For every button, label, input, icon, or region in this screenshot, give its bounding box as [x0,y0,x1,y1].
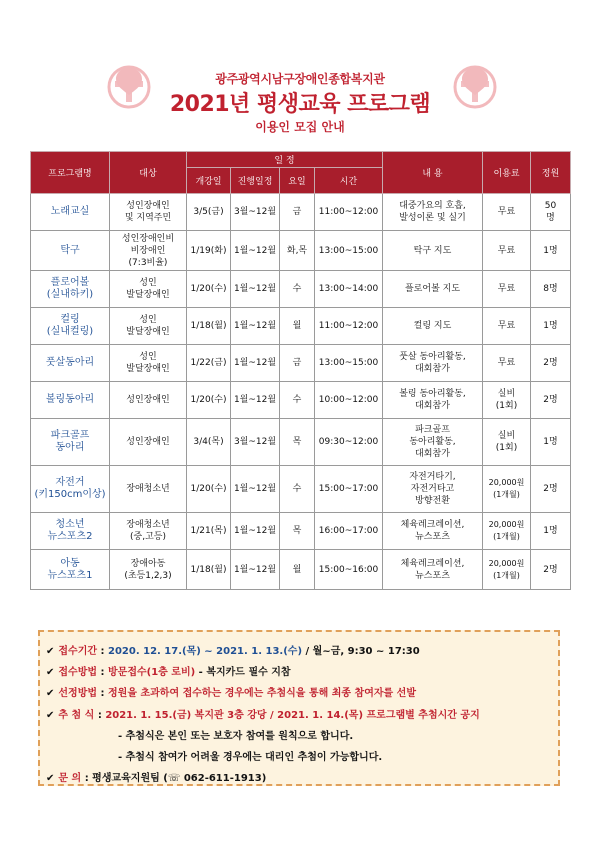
cell-time: 11:00~12:00 [315,308,383,345]
cell-content: 대중가요의 호흡, 발성이론 및 실기 [383,194,483,231]
cell-time: 09:30~12:00 [315,419,383,466]
cell-day: 금 [280,345,315,382]
cell-day: 금 [280,194,315,231]
cell-content: 체육레크레이션, 뉴스포츠 [383,550,483,590]
cell-time: 10:00~12:00 [315,382,383,419]
cell-target: 장애청소년 (중,고등) [110,513,187,550]
cell-start: 1/20(수) [187,271,231,308]
cell-content: 탁구 지도 [383,231,483,271]
organization-name: 광주광역시남구장애인종합복지관 [215,72,385,86]
cell-start: 3/4(목) [187,419,231,466]
notice-contact [46,769,266,784]
lottery-label: 추 첨 식 [58,710,95,721]
cell-start: 1/19(화) [187,231,231,271]
cell-target: 성인장애인 및 지역주민 [110,194,187,231]
cell-target: 성인장애인비 비장애인 (7:3비율) [110,231,187,271]
method-sep: : [100,667,105,678]
cell-time: 16:00~17:00 [315,513,383,550]
cell-fee: 무료 [483,231,531,271]
cell-time: 15:00~17:00 [315,466,383,513]
cell-fee: 무료 [483,194,531,231]
cell-period: 3월~12월 [231,419,280,466]
method-rest: - 복지카드 필수 지참 [195,667,291,678]
cell-capacity: 1명 [531,231,571,271]
table-row [31,550,571,590]
reception-sep: : [100,646,105,657]
cell-fee: 20,000원 (1개월) [483,466,531,513]
cell-period: 1월~12월 [231,466,280,513]
selection-label: 선정방법 [58,688,98,699]
check-icon: ✔ [46,773,55,784]
cell-program: 탁구 [31,231,110,271]
cell-program: 청소년 뉴스포츠2 [31,513,110,550]
table-row [31,308,571,345]
lottery-sep: : [97,710,102,721]
cell-capacity: 2명 [531,345,571,382]
cell-capacity: 2명 [531,382,571,419]
cell-start: 1/22(금) [187,345,231,382]
cell-program: 노래교실 [31,194,110,231]
program-table [30,151,571,590]
lottery-note-1: - 추첨식은 본인 또는 보호자 참여를 원칙으로 합니다. [118,731,354,742]
cell-time: 13:00~15:00 [315,231,383,271]
cell-period: 3월~12월 [231,194,280,231]
reception-label: 접수기간 [58,646,98,657]
table-row [31,271,571,308]
col-header-content: 내 용 [383,152,483,194]
cell-content: 풋살 동아리활동, 대회참가 [383,345,483,382]
table-row [31,231,571,271]
check-icon: ✔ [46,646,55,657]
lottery-note-2: - 추첨식 참여가 어려울 경우에는 대리인 추첨이 가능합니다. [118,752,383,763]
cell-fee: 실비 (1회) [483,382,531,419]
cell-period: 1월~12월 [231,231,280,271]
check-icon: ✔ [46,688,55,699]
cell-start: 1/18(월) [187,550,231,590]
cell-start: 1/18(월) [187,308,231,345]
cell-time: 15:00~16:00 [315,550,383,590]
cell-day: 목 [280,419,315,466]
lottery-value: 2021. 1. 15.(금) 복지관 3층 강당 / 2021. 1. 14.(목) 프로그램별 추첨시간 공지 [105,710,480,721]
cell-content: 컬링 지도 [383,308,483,345]
cell-time: 13:00~15:00 [315,345,383,382]
contact-label: 문 의 [58,773,82,784]
cell-fee: 실비 (1회) [483,419,531,466]
notice-method [46,663,291,678]
col-header-day: 요일 [280,168,315,194]
cell-content: 플로어볼 지도 [383,271,483,308]
cell-capacity: 2명 [531,466,571,513]
cell-period: 1월~12월 [231,308,280,345]
table-row [31,513,571,550]
page-title: 2021년 평생교육 프로그램 [169,92,431,117]
cell-target: 성인장애인 [110,382,187,419]
cell-day: 월 [280,550,315,590]
cell-program: 아동 뉴스포츠1 [31,550,110,590]
cell-target: 성인 발달장애인 [110,308,187,345]
cell-day: 수 [280,271,315,308]
col-header-target: 대상 [110,152,187,194]
cell-capacity: 1명 [531,308,571,345]
cell-fee: 20,000원 (1개월) [483,550,531,590]
cell-target: 성인 발달장애인 [110,345,187,382]
cell-program: 플로어볼 (실내하키) [31,271,110,308]
col-header-start: 개강일 [187,168,231,194]
cell-fee: 무료 [483,271,531,308]
cell-program: 파크골프 동아리 [31,419,110,466]
col-header-time: 시간 [315,168,383,194]
cell-day: 월 [280,308,315,345]
cell-capacity: 1명 [531,419,571,466]
col-header-period: 진행일정 [231,168,280,194]
cell-program: 자전거 (키150cm이상) [31,466,110,513]
contact-value: 평생교육지원팀 (☏ 062-611-1913) [92,773,267,784]
cell-day: 수 [280,382,315,419]
cell-capacity: 1명 [531,513,571,550]
method-value: 방문접수(1층 로비) [108,667,196,678]
table-row [31,419,571,466]
notice-box [38,630,560,786]
cell-target: 성인 발달장애인 [110,271,187,308]
cell-fee: 20,000원 (1개월) [483,513,531,550]
cell-content: 체육레크레이션, 뉴스포츠 [383,513,483,550]
cell-program: 컬링 (실내컬링) [31,308,110,345]
notice-selection [46,684,416,699]
reception-dates: 2020. 12. 17.(목) ~ 2021. 1. 13.(수) [108,646,303,657]
notice-reception [46,642,420,657]
cell-program: 볼링동아리 [31,382,110,419]
cell-capacity: 2명 [531,550,571,590]
col-group-schedule: 일 정 [187,152,383,168]
cell-start: 1/20(수) [187,382,231,419]
table-row [31,382,571,419]
cell-target: 장애아동 (초등1,2,3) [110,550,187,590]
cell-period: 1월~12월 [231,513,280,550]
check-icon: ✔ [46,710,55,721]
cell-fee: 무료 [483,345,531,382]
contact-sep: : [84,773,89,784]
cell-start: 3/5(금) [187,194,231,231]
cell-capacity: 50 명 [531,194,571,231]
notice-lottery [46,706,480,721]
table-row [31,194,571,231]
cell-day: 목 [280,513,315,550]
cell-program: 풋살동아리 [31,345,110,382]
cell-day: 수 [280,466,315,513]
cell-start: 1/21(목) [187,513,231,550]
col-header-capacity: 정원 [531,152,571,194]
page-subtitle: 이용인 모집 안내 [255,120,345,134]
cell-content: 볼링 동아리활동, 대회참가 [383,382,483,419]
cell-content: 자전거타기, 자전거타고 방향전환 [383,466,483,513]
cell-time: 13:00~14:00 [315,271,383,308]
cell-fee: 무료 [483,308,531,345]
cell-day: 화,목 [280,231,315,271]
cell-period: 1월~12월 [231,271,280,308]
cell-content: 파크골프 동아리활동, 대회참가 [383,419,483,466]
col-header-program: 프로그램명 [31,152,110,194]
cell-period: 1월~12월 [231,345,280,382]
table-row [31,466,571,513]
reception-hours: / 월~금, 9:30 ~ 17:30 [302,646,420,657]
method-label: 접수방법 [58,667,98,678]
cell-target: 성인장애인 [110,419,187,466]
check-icon: ✔ [46,667,55,678]
table-row [31,345,571,382]
cell-start: 1/20(수) [187,466,231,513]
cell-period: 1월~12월 [231,382,280,419]
cell-time: 11:00~12:00 [315,194,383,231]
selection-sep: : [100,688,105,699]
col-header-fee: 이용료 [483,152,531,194]
cell-period: 1월~12월 [231,550,280,590]
selection-value: 정원을 초과하여 접수하는 경우에는 추첨식을 통해 최종 참여자를 선발 [108,688,416,699]
cell-target: 장애청소년 [110,466,187,513]
cell-capacity: 8명 [531,271,571,308]
